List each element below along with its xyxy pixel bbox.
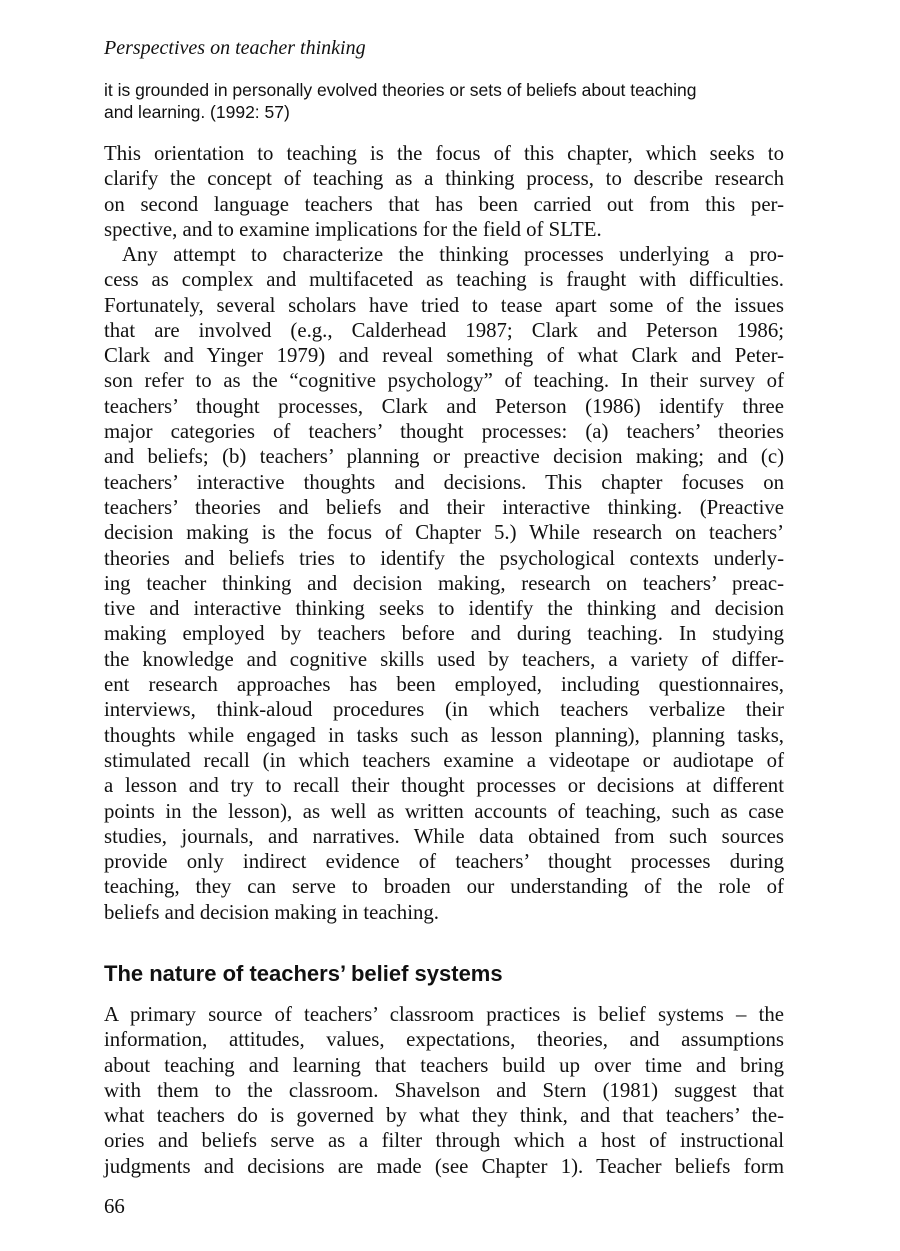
text-line: the knowledge and cognitive skills used by teachers, a variety of differ-: [104, 647, 784, 671]
text-line: teachers’ theories and beliefs and their interactive thinking. (Preactive: [104, 495, 784, 519]
paragraph-1: [104, 141, 784, 242]
section-heading: The nature of teachers’ belief systems: [104, 961, 503, 986]
text-line: teachers’ interactive thoughts and decisions. This chapter focuses on: [104, 470, 784, 494]
text-line: ories and beliefs serve as a filter through which a host of instructional: [104, 1129, 784, 1153]
text-line: cess as complex and multifaceted as teaching is fraught with difficulties.: [104, 268, 784, 292]
text-line: and beliefs; (b) teachers’ planning or preactive decision making; and (c): [104, 445, 784, 469]
text-line: tive and interactive thinking seeks to identify the thinking and decision: [104, 597, 784, 621]
text-line: ing teacher thinking and decision making, research on teachers’ preac-: [104, 571, 784, 595]
text-line: teaching, they can serve to broaden our understanding of the role of: [104, 875, 784, 899]
quote-line: it is grounded in personally evolved theories or sets of beliefs about teaching: [104, 80, 697, 100]
text-line: beliefs and decision making in teaching.: [104, 900, 439, 924]
text-line: teachers’ thought processes, Clark and Peterson (1986) identify three: [104, 394, 784, 418]
text-line: This orientation to teaching is the focus of this chapter, which seeks to: [104, 142, 784, 165]
paragraph-2: [104, 242, 784, 925]
block-quote: [104, 79, 784, 123]
text-line: with them to the classroom. Shavelson and Stern (1981) suggest that: [104, 1078, 784, 1102]
text-line: theories and beliefs tries to identify the psychological contexts underly-: [104, 546, 784, 570]
text-line: stimulated recall (in which teachers examine a videotape or audiotape of: [104, 748, 784, 772]
text-line: about teaching and learning that teachers build up over time and bring: [104, 1053, 784, 1077]
text-line: decision making is the focus of Chapter 5.) While research on teachers’: [104, 521, 784, 545]
text-line: Fortunately, several scholars have tried to tease apart some of the issues: [104, 293, 784, 317]
text-line: a lesson and try to recall their thought processes or decisions at different: [104, 774, 784, 798]
text-line: A primary source of teachers’ classroom practices is belief systems – the: [104, 1003, 784, 1026]
text-line: interviews, think-aloud procedures (in which teachers verbalize their: [104, 698, 784, 722]
paragraph-3: [104, 1002, 784, 1179]
text-line: major categories of teachers’ thought processes: (a) teachers’ theories: [104, 420, 784, 444]
text-line: that are involved (e.g., Calderhead 1987; Clark and Peterson 1986;: [104, 318, 784, 342]
text-line: provide only indirect evidence of teachers’ thought processes during: [104, 850, 784, 874]
text-line: information, attitudes, values, expectations, theories, and assumptions: [104, 1028, 784, 1052]
quote-line: and learning. (1992: 57): [104, 102, 290, 122]
text-line: ent research approaches has been employed, including questionnaires,: [104, 673, 784, 697]
text-line: Any attempt to characterize the thinking processes underlying a pro-: [122, 243, 784, 266]
text-line: points in the lesson), as well as written accounts of teaching, such as case: [104, 799, 784, 823]
text-line: clarify the concept of teaching as a thinking process, to describe research: [104, 167, 784, 191]
text-line: Clark and Yinger 1979) and reveal something of what Clark and Peter-: [104, 344, 784, 368]
text-line: thoughts while engaged in tasks such as lesson planning), planning tasks,: [104, 723, 784, 747]
text-line: spective, and to examine implications for the field of SLTE.: [104, 217, 602, 241]
text-line: studies, journals, and narratives. While data obtained from such sources: [104, 824, 784, 848]
page-number: 66: [104, 1195, 125, 1218]
text-line: judgments and decisions are made (see Chapter 1). Teacher beliefs form: [104, 1154, 784, 1178]
text-line: on second language teachers that has been carried out from this per-: [104, 192, 784, 216]
text-line: son refer to as the “cognitive psychology” of teaching. In their survey of: [104, 369, 784, 393]
text-line: what teachers do is governed by what they think, and that teachers’ the-: [104, 1104, 784, 1128]
running-head: Perspectives on teacher thinking: [104, 37, 366, 59]
text-line: making employed by teachers before and during teaching. In studying: [104, 622, 784, 646]
